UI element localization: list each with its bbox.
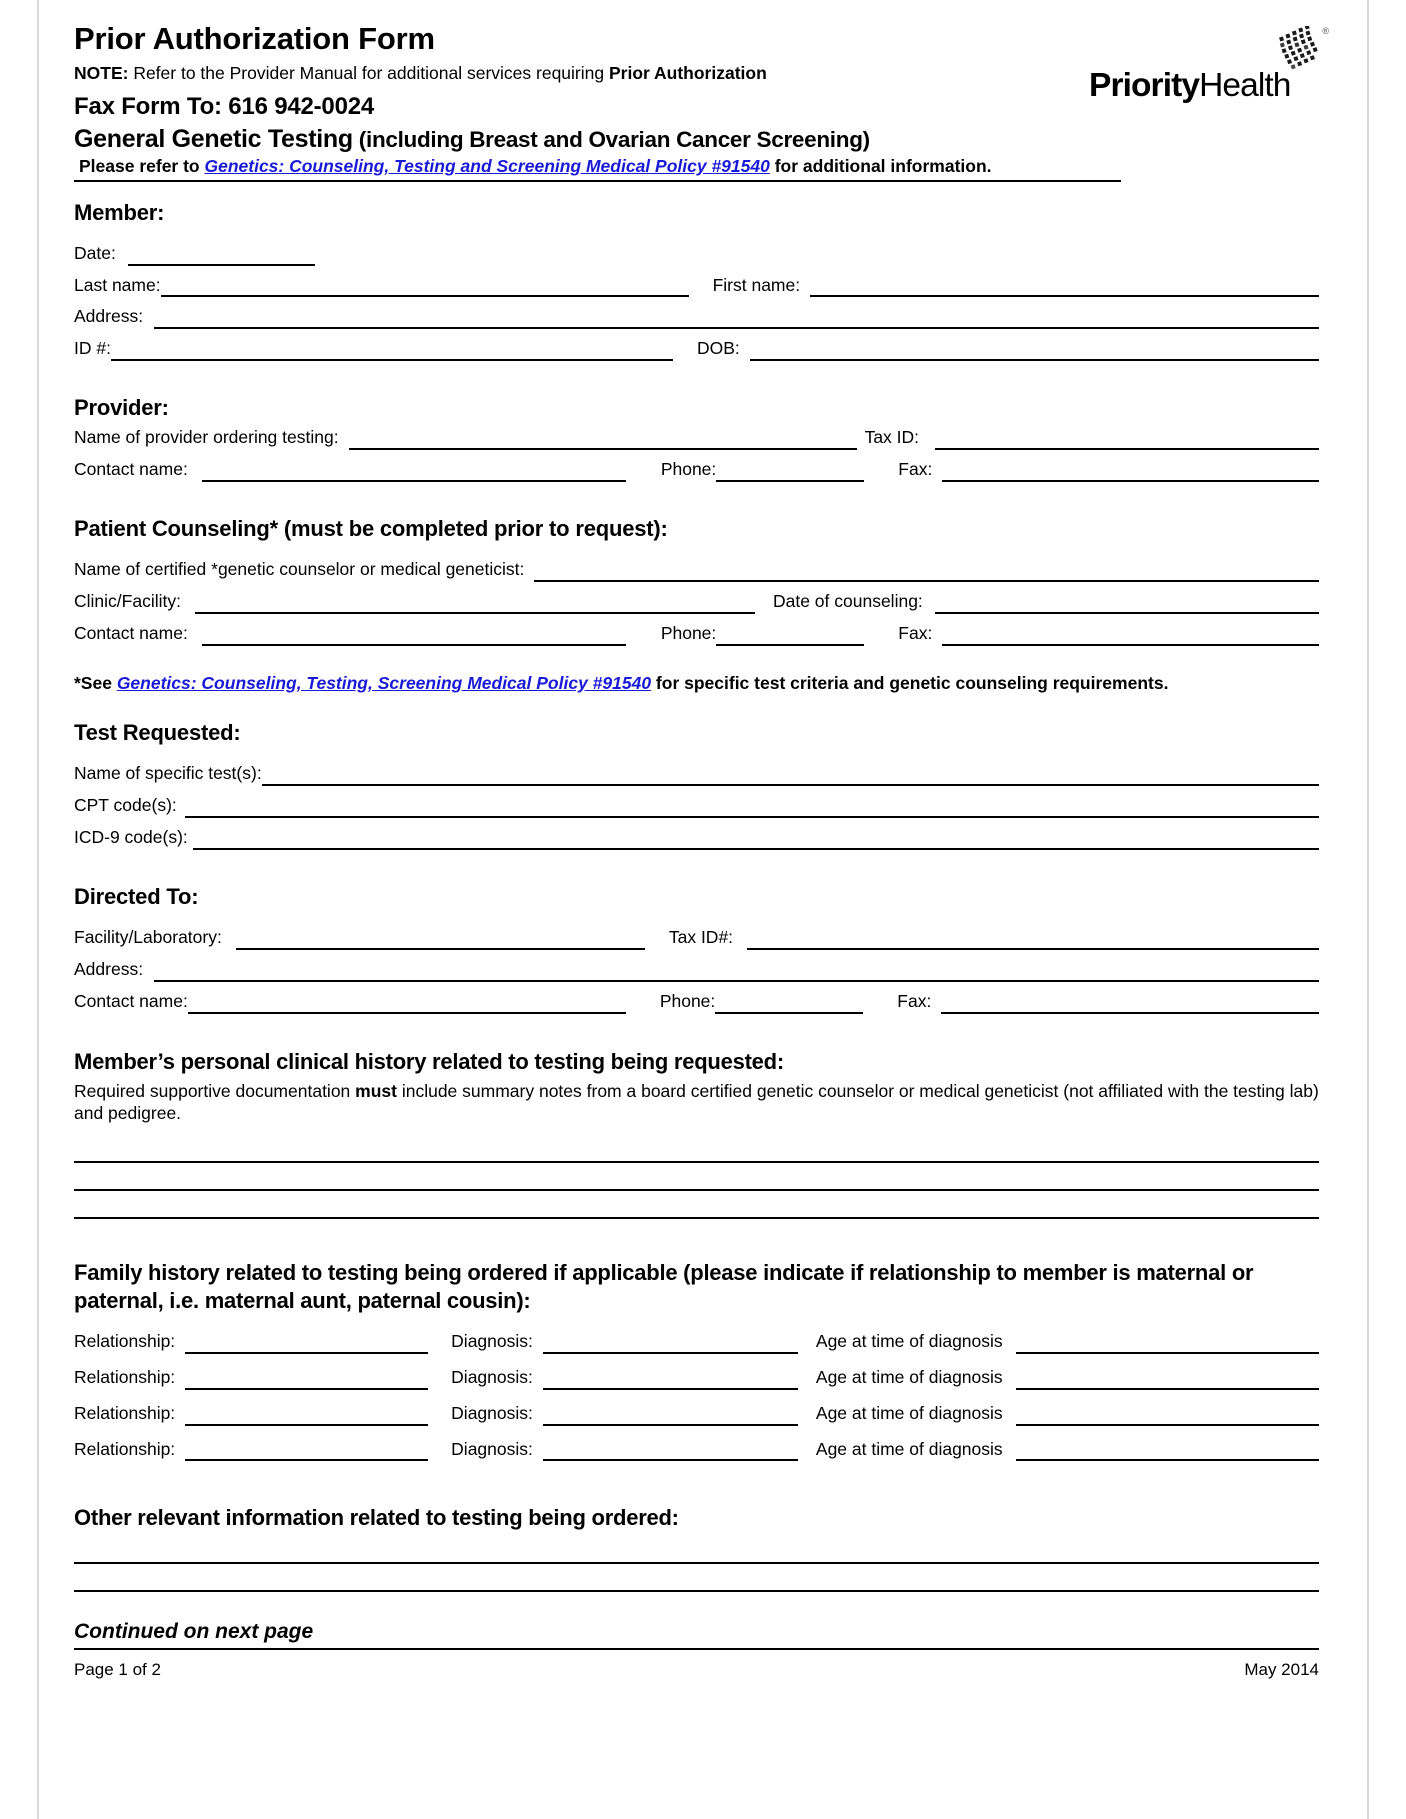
- label-relationship: Relationship:: [74, 1438, 176, 1459]
- input-test-name[interactable]: [262, 769, 1319, 786]
- see-prefix: *See: [74, 672, 117, 693]
- label-provider-name: Name of provider ordering testing:: [74, 427, 339, 448]
- input-age-at-diagnosis[interactable]: [1016, 1444, 1319, 1461]
- input-diagnosis[interactable]: [543, 1337, 798, 1354]
- label-lab-contact: Contact name:: [74, 990, 188, 1011]
- note-bold-tail: Prior Authorization: [608, 62, 767, 83]
- label-provider-fax: Fax:: [898, 459, 933, 480]
- input-date[interactable]: [128, 249, 315, 266]
- input-provider-name[interactable]: [349, 433, 857, 450]
- input-relationship[interactable]: [185, 1409, 428, 1426]
- label-cpt-code: CPT code(s):: [74, 795, 177, 816]
- label-dob: DOB:: [696, 338, 740, 359]
- note-prefix: NOTE:: [74, 62, 129, 83]
- label-age-at-diagnosis: Age at time of diagnosis: [815, 1330, 1003, 1351]
- input-lab-contact[interactable]: [188, 997, 626, 1014]
- label-provider-phone: Phone:: [660, 459, 717, 480]
- family-history-row: [74, 1331, 1319, 1354]
- page-footer: [74, 1660, 1319, 1680]
- input-id[interactable]: [111, 344, 673, 361]
- label-provider-tax-id: Tax ID:: [864, 427, 920, 448]
- clinical-history-must: must: [355, 1080, 397, 1101]
- field-row-test-name: [74, 763, 1319, 786]
- label-relationship: Relationship:: [74, 1402, 176, 1423]
- input-diagnosis[interactable]: [543, 1409, 798, 1426]
- input-facility-laboratory[interactable]: [236, 933, 645, 950]
- note-text: Refer to the Provider Manual for additional services requiring: [128, 62, 609, 83]
- input-counselor-name[interactable]: [534, 565, 1319, 582]
- form-name: General Genetic Testing: [74, 124, 353, 153]
- logo-word-priority: Priority: [1089, 67, 1200, 104]
- section-heading-other-info: Other relevant information related to testing being ordered:: [74, 1505, 679, 1531]
- family-history-row: [74, 1403, 1319, 1426]
- label-clinic-facility: Clinic/Facility:: [74, 590, 181, 611]
- input-age-at-diagnosis[interactable]: [1016, 1409, 1319, 1426]
- document-header: [74, 21, 1329, 182]
- label-counseling-phone: Phone:: [660, 622, 717, 643]
- see-suffix: for specific test criteria and genetic counseling requirements.: [651, 672, 1169, 693]
- footer-page-number: Page 1 of 2: [74, 1660, 161, 1680]
- input-lab-fax[interactable]: [941, 997, 1319, 1014]
- label-diagnosis: Diagnosis:: [451, 1402, 533, 1423]
- input-age-at-diagnosis[interactable]: [1016, 1337, 1319, 1354]
- input-provider-phone[interactable]: [716, 465, 864, 482]
- input-relationship[interactable]: [185, 1337, 428, 1354]
- footer-date: May 2014: [1244, 1660, 1319, 1680]
- field-row-lab-address: [74, 959, 1319, 982]
- please-refer-line: [79, 156, 1121, 177]
- clinical-history-body-part1: Required supportive documentation: [74, 1080, 356, 1101]
- form-name-line: [74, 125, 1319, 154]
- input-diagnosis[interactable]: [543, 1373, 798, 1390]
- field-row-counselor-name: [74, 559, 1319, 582]
- input-first-name[interactable]: [810, 280, 1319, 297]
- family-history-row: [74, 1439, 1319, 1462]
- priority-health-logo: [1089, 26, 1327, 106]
- label-last-name: Last name:: [74, 274, 161, 295]
- page-content: [74, 21, 1329, 1680]
- priority-health-mesh-mark: [1277, 26, 1323, 70]
- please-refer-bar: [74, 156, 1121, 182]
- section-heading-family-history: Family history related to testing being ordered if applicable (please indicate if relationship to member is maternal or paternal, i.e. maternal aunt, paternal cousin):: [74, 1260, 1254, 1313]
- input-last-name[interactable]: [161, 280, 689, 297]
- label-address: Address:: [74, 306, 144, 327]
- field-row-id-dob: [74, 338, 1319, 361]
- label-id: ID #:: [74, 338, 111, 359]
- label-provider-contact: Contact name:: [74, 459, 188, 480]
- logo-wordmark: [1089, 67, 1291, 105]
- see-policy-note: [74, 672, 1319, 695]
- section-heading-provider: Provider:: [74, 395, 169, 421]
- registered-trademark-icon: ®: [1322, 26, 1329, 36]
- label-relationship: Relationship:: [74, 1366, 176, 1387]
- input-provider-contact[interactable]: [202, 465, 626, 482]
- input-lab-phone[interactable]: [715, 997, 863, 1014]
- label-diagnosis: Diagnosis:: [451, 1366, 533, 1387]
- clinical-history-body: [74, 1080, 1319, 1126]
- input-relationship[interactable]: [185, 1444, 428, 1461]
- label-date-of-counseling: Date of counseling:: [772, 590, 923, 611]
- label-lab-address: Address:: [74, 958, 144, 979]
- input-relationship[interactable]: [185, 1373, 428, 1390]
- label-lab-fax: Fax:: [897, 990, 932, 1011]
- label-counselor-name: Name of certified *genetic counselor or medical geneticist:: [74, 558, 525, 579]
- label-diagnosis: Diagnosis:: [451, 1438, 533, 1459]
- input-counseling-fax[interactable]: [942, 629, 1319, 646]
- medical-policy-link-91540-counseling[interactable]: Genetics: Counseling, Testing, Screening Medical Policy #91540: [116, 672, 652, 693]
- clinical-history-body-part2: include summary notes from a board certified genetic counselor or medical geneticist (not affiliated with the testing lab) and pedigree.: [74, 1080, 1319, 1124]
- section-heading-patient-counseling: Patient Counseling* (must be completed prior to request):: [74, 515, 668, 541]
- please-refer-prefix: Please refer to: [79, 155, 205, 176]
- label-date: Date:: [74, 242, 116, 263]
- form-name-paren: (including Breast and Ovarian Cancer Screening): [352, 126, 870, 152]
- field-row-lab-contact: [74, 991, 1319, 1014]
- label-age-at-diagnosis: Age at time of diagnosis: [815, 1438, 1003, 1459]
- page-title: Prior Authorization Form: [74, 21, 435, 56]
- label-lab-phone: Phone:: [659, 990, 716, 1011]
- field-row-date: [74, 243, 1319, 266]
- input-lab-address[interactable]: [154, 965, 1319, 982]
- section-heading-directed-to: Directed To:: [74, 883, 199, 909]
- input-dob[interactable]: [750, 344, 1319, 361]
- section-heading-member: Member:: [74, 199, 165, 225]
- label-relationship: Relationship:: [74, 1330, 176, 1351]
- input-date-of-counseling[interactable]: [935, 597, 1319, 614]
- paper-sheet: [37, 0, 1369, 1819]
- section-heading-test-requested: Test Requested:: [74, 720, 241, 746]
- input-counseling-phone[interactable]: [716, 629, 864, 646]
- label-test-name: Name of specific test(s):: [74, 763, 262, 784]
- family-history-rows: [74, 1331, 1319, 1462]
- label-facility-laboratory: Facility/Laboratory:: [74, 926, 222, 947]
- please-refer-suffix: for additional information.: [769, 155, 992, 176]
- field-row-icd: [74, 827, 1319, 850]
- input-clinic-facility[interactable]: [195, 597, 755, 614]
- field-row-facility: [74, 927, 1319, 950]
- label-diagnosis: Diagnosis:: [451, 1330, 533, 1351]
- input-diagnosis[interactable]: [543, 1444, 798, 1461]
- input-cpt-code[interactable]: [185, 801, 1319, 818]
- field-row-counseling-contact: [74, 623, 1319, 646]
- medical-policy-link-91540-top[interactable]: Genetics: Counseling, Testing and Screening Medical Policy #91540: [204, 155, 770, 176]
- input-provider-fax[interactable]: [942, 465, 1319, 482]
- footer-divider: [74, 1648, 1319, 1650]
- section-heading-clinical-history: Member’s personal clinical history related to testing being requested:: [74, 1048, 784, 1074]
- field-row-cpt: [74, 795, 1319, 818]
- input-age-at-diagnosis[interactable]: [1016, 1373, 1319, 1390]
- input-provider-tax-id[interactable]: [935, 433, 1319, 450]
- label-age-at-diagnosis: Age at time of diagnosis: [815, 1402, 1003, 1423]
- continued-on-next-page: Continued on next page: [74, 1620, 314, 1644]
- field-row-provider-contact: [74, 459, 1319, 482]
- input-counseling-contact[interactable]: [202, 629, 626, 646]
- input-address[interactable]: [154, 312, 1319, 329]
- logo-word-health: Health: [1199, 67, 1291, 104]
- fax-form-to: Fax Form To: 616 942-0024: [74, 92, 375, 120]
- label-counseling-fax: Fax:: [898, 622, 933, 643]
- label-icd9-code: ICD-9 code(s):: [74, 827, 188, 848]
- label-counseling-contact: Contact name:: [74, 622, 188, 643]
- field-row-clinic: [74, 591, 1319, 614]
- field-row-name: [74, 275, 1319, 298]
- input-lab-tax-id[interactable]: [747, 933, 1319, 950]
- field-row-address: [74, 306, 1319, 329]
- label-lab-tax-id: Tax ID#:: [668, 926, 734, 947]
- label-first-name: First name:: [712, 274, 801, 295]
- family-history-row: [74, 1367, 1319, 1390]
- label-age-at-diagnosis: Age at time of diagnosis: [815, 1366, 1003, 1387]
- input-icd9-code[interactable]: [193, 833, 1319, 850]
- field-row-provider-name: [74, 427, 1319, 450]
